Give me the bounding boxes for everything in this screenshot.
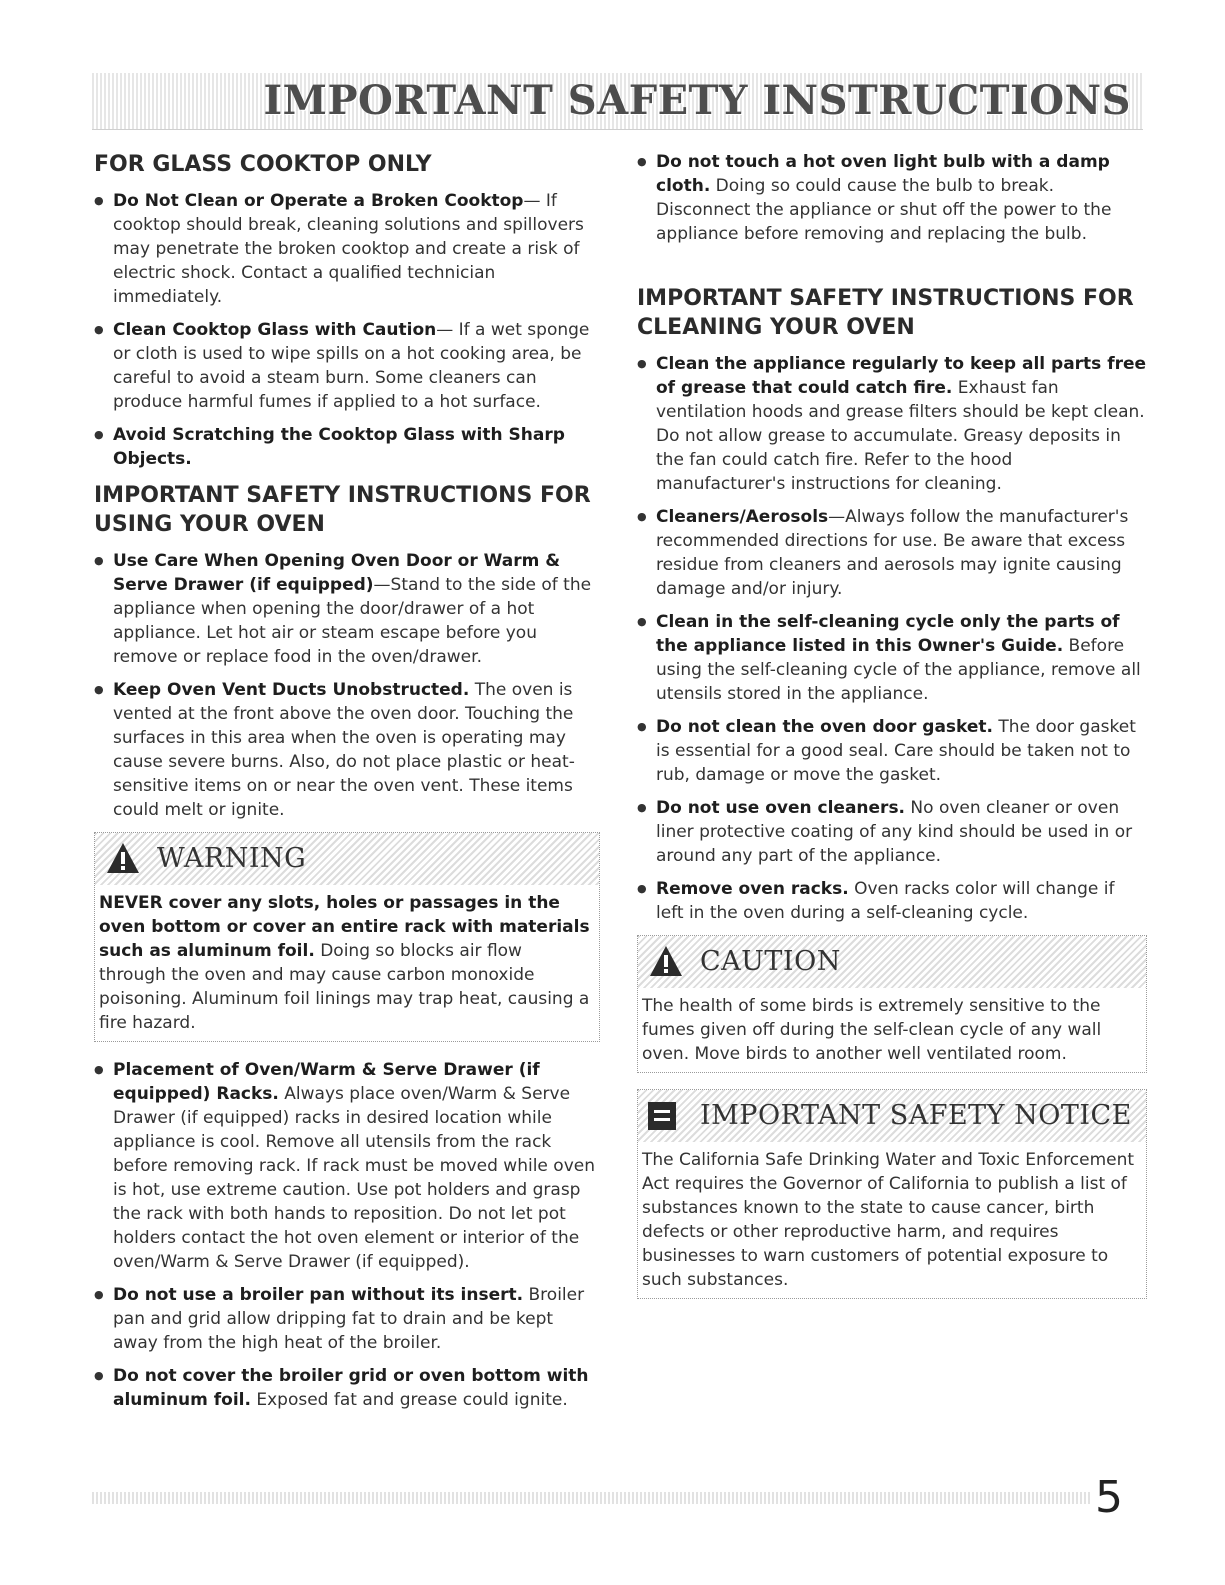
item-body-text: Broiler pan and grid allow dripping fat to drain and be kept away from the high heat of the broiler. xyxy=(113,1285,585,1353)
item-bold-text: Remove oven racks. xyxy=(656,879,849,899)
list-item xyxy=(94,549,600,669)
item-bold-text: Avoid Scratching the Cooktop Glass with Sharp Objects. xyxy=(113,425,565,469)
section-heading-using-oven: IMPORTANT SAFETY INSTRUCTIONS FOR USING YOUR OVEN xyxy=(94,483,591,537)
using-oven-list xyxy=(94,549,600,822)
list-item xyxy=(637,796,1147,868)
item-bold-text: Do not use a broiler pan without its insert. xyxy=(113,1285,524,1305)
list-item xyxy=(94,1283,600,1355)
cleaning-oven-list xyxy=(637,352,1147,925)
item-bold-text: Do not cover the broiler grid or oven bottom with aluminum foil. xyxy=(113,1366,589,1410)
item-bold-text: Clean in the self-cleaning cycle only the parts of the appliance listed in this Owner's Guide. xyxy=(656,612,1120,656)
item-bold-text: Do not use oven cleaners. xyxy=(656,798,906,818)
caution-header xyxy=(638,936,1146,988)
notice-arrow-icon xyxy=(648,1102,676,1130)
item-body-text: Exposed fat and grease could ignite. xyxy=(250,1390,568,1410)
caution-text: The health of some birds is extremely sensitive to the fumes given off during the self-clean cycle of any wall oven. Move birds to another well ventilated room. xyxy=(642,996,1102,1064)
item-body-text: No oven cleaner or oven liner protective coating of any kind should be used in or around any part of the appliance. xyxy=(656,798,1133,866)
item-bold-text: Do not touch a hot oven light bulb with a damp cloth. xyxy=(656,152,1110,196)
item-body-text: — If a wet sponge or cloth is used to wipe spills on a hot cooking area, be careful to avoid a steam burn. Some cleaners can produce harmful fumes if applied to a hot surface. xyxy=(113,320,590,412)
warning-box xyxy=(94,832,600,1042)
list-item xyxy=(94,318,600,414)
section-heading-glass-cooktop: FOR GLASS COOKTOP ONLY xyxy=(94,152,432,177)
notice-title: IMPORTANT SAFETY NOTICE xyxy=(700,1100,1132,1131)
item-bold-text: Do Not Clean or Operate a Broken Cooktop xyxy=(113,191,524,211)
item-bold-text: Clean the appliance regularly to keep all parts free of grease that could catch fire. xyxy=(656,354,1147,398)
left-column xyxy=(94,150,600,1422)
list-item xyxy=(94,189,600,309)
warning-title: WARNING xyxy=(157,843,307,874)
warning-text xyxy=(95,885,599,1041)
footer-rule xyxy=(92,1492,1092,1504)
item-body-text: The oven is vented at the front above the oven door. Touching the surfaces in this area when the oven is operating may cause severe burns. Also, do not place plastic or heat-sensitive items on or near the oven vent. These items could melt or ignite. xyxy=(113,680,575,820)
list-item xyxy=(94,1364,600,1412)
item-body-text: Exhaust fan ventilation hoods and grease filters should be kept clean. Do not allow grease to accumulate. Greasy deposits in the fan could catch fire. Refer to the hood manufacturer's instructions for cleaning. xyxy=(656,378,1145,494)
list-item xyxy=(94,1058,600,1274)
right-column xyxy=(637,150,1147,1315)
warning-icon xyxy=(105,841,141,875)
caution-icon xyxy=(648,944,684,978)
warning-header xyxy=(95,833,599,885)
item-body-text: —Always follow the manufacturer's recommended directions for use. Be aware that excess residue from cleaners and aerosols may ignite causing damage and/or injury. xyxy=(656,507,1129,599)
warning-body-text: Doing so blocks air flow through the oven and may cause carbon monoxide poisoning. Aluminum foil linings may trap heat, causing a fire hazard. xyxy=(99,941,590,1033)
notice-box xyxy=(637,1089,1147,1299)
item-body-text: —Stand to the side of the appliance when opening the door/drawer of a hot appliance. Let hot air or steam escape before you remove or replace food in the oven/drawer. xyxy=(113,575,592,667)
notice-header xyxy=(638,1090,1146,1142)
list-item xyxy=(94,423,600,471)
item-body-text: The door gasket is essential for a good seal. Care should be taken not to rub, damage or move the gasket. xyxy=(656,717,1136,785)
glass-cooktop-list xyxy=(94,189,600,471)
section-heading-cleaning-oven: IMPORTANT SAFETY INSTRUCTIONS FOR CLEANING YOUR OVEN xyxy=(637,286,1134,340)
item-body-text: Always place oven/Warm & Serve Drawer (if equipped) racks in desired location while appliance is cool. Remove all utensils from the rack before removing rack. If rack must be moved while oven is hot, use extreme caution. Use pot holders and grasp the rack with both hands to reposition. Do not let pot holders contact the hot oven element or interior of the oven/Warm & Serve Drawer (if equipped). xyxy=(113,1084,595,1272)
list-item xyxy=(637,610,1147,706)
list-item xyxy=(94,678,600,822)
list-item xyxy=(637,352,1147,496)
item-bold-text: Cleaners/Aerosols xyxy=(656,507,829,527)
warning-bold-text: NEVER cover any slots, holes or passages in the oven bottom or cover an entire rack with materials such as aluminum foil. xyxy=(99,893,590,961)
item-bold-text: Do not clean the oven door gasket. xyxy=(656,717,994,737)
header-banner xyxy=(92,73,1143,130)
item-body-text: Before using the self-cleaning cycle of the appliance, remove all utensils stored in the appliance. xyxy=(656,636,1141,704)
page-number: 5 xyxy=(1095,1472,1123,1523)
item-body-text: — If cooktop should break, cleaning solutions and spillovers may penetrate the broken cooktop and create a risk of electric shock. Contact a qualified technician immediately. xyxy=(113,191,584,307)
item-bold-text: Use Care When Opening Oven Door or Warm & Serve Drawer (if equipped) xyxy=(113,551,561,595)
list-item xyxy=(637,715,1147,787)
list-item xyxy=(637,150,1147,246)
item-bold-text: Placement of Oven/Warm & Serve Drawer (if equipped) Racks. xyxy=(113,1060,540,1104)
list-item xyxy=(637,877,1147,925)
page-title: IMPORTANT SAFETY INSTRUCTIONS xyxy=(263,77,1131,124)
item-bold-text: Clean Cooktop Glass with Caution xyxy=(113,320,437,340)
list-item xyxy=(637,505,1147,601)
caution-title: CAUTION xyxy=(700,946,841,977)
rack-broiler-list xyxy=(94,1058,600,1412)
item-body-text: Doing so could cause the bulb to break. Disconnect the appliance or shut off the power to the appliance before removing and replacing the bulb. xyxy=(656,176,1112,244)
notice-text: The California Safe Drinking Water and Toxic Enforcement Act requires the Governor of California to publish a list of substances known to the state to cause cancer, birth defects or other reproductive harm, and requires businesses to warn customers of potential exposure to such substances. xyxy=(642,1150,1135,1290)
item-body-text: Oven racks color will change if left in the oven during a self-cleaning cycle. xyxy=(656,879,1115,923)
light-bulb-list xyxy=(637,150,1147,246)
item-bold-text: Keep Oven Vent Ducts Unobstructed. xyxy=(113,680,470,700)
caution-box xyxy=(637,935,1147,1073)
